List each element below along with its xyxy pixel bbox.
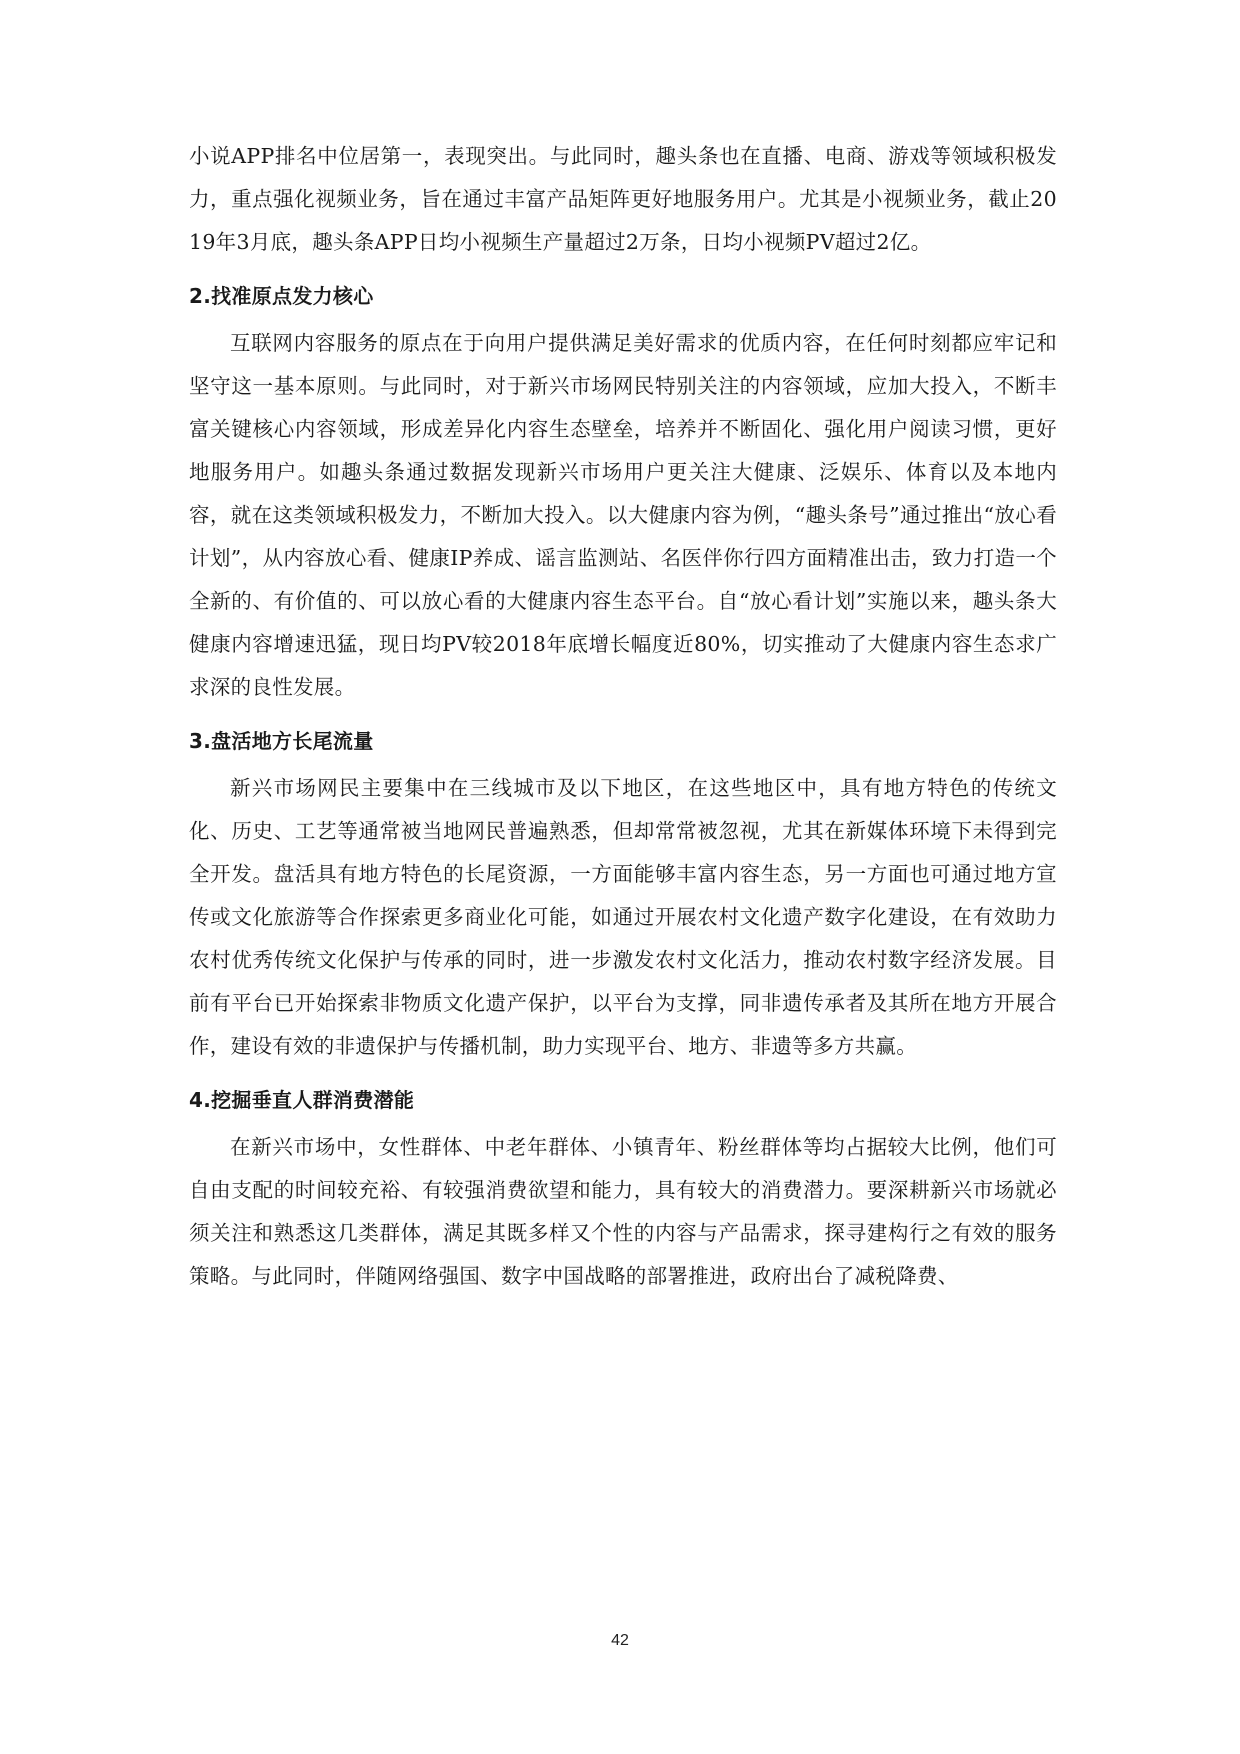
paragraph-section-4: 在新兴市场中，女性群体、中老年群体、小镇青年、粉丝群体等均占据较大比例，他们可自由支配的时间较充裕、有较强消费欲望和能力，具有较大的消费潜力。要深耕新兴市场就必须关注和熟悉这几类群体，满足其既多样又个性的内容与产品需求，探寻建构行之有效的服务策略。与此同时，伴随网络强国、数字中国战略的部署推进，政府出台了减税降费、 bbox=[189, 1135, 1057, 1288]
paragraph-section-2: 互联网内容服务的原点在于向用户提供满足美好需求的优质内容，在任何时刻都应牢记和坚守这一基本原则。与此同时，对于新兴市场网民特别关注的内容领域，应加大投入，不断丰富关键核心内容领域，形成差异化内容生态壁垒，培养并不断固化、强化用户阅读习惯，更好地服务用户。如趣头条通过数据发现新兴市场用户更关注大健康、泛娱乐、体育以及本地内容，就在这类领域积极发力，不断加大投入。以大健康内容为例，“趣头条号”通过推出“放心看计划”，从内容放心看、健康IP养成、谣言监测站、名医伴你行四方面精准出击，致力打造一个全新的、有价值的、可以放心看的大健康内容生态平台。自“放心看计划”实施以来，趣头条大健康内容增速迅猛，现日均PV较2018年底增长幅度近80%，切实推动了大健康内容生态求广求深的良性发展。 bbox=[189, 331, 1057, 699]
page-body bbox=[189, 135, 1057, 1298]
paragraph-section-3: 新兴市场网民主要集中在三线城市及以下地区，在这些地区中，具有地方特色的传统文化、历史、工艺等通常被当地网民普遍熟悉，但却常常被忽视，尤其在新媒体环境下未得到完全开发。盘活具有地方特色的长尾资源，一方面能够丰富内容生态，另一方面也可通过地方宣传或文化旅游等合作探索更多商业化可能，如通过开展农村文化遗产数字化建设，在有效助力农村优秀传统文化保护与传承的同时，进一步激发农村文化活力，推动农村数字经济发展。目前有平台已开始探索非物质文化遗产保护，以平台为支撑，同非遗传承者及其所在地方开展合作，建设有效的非遗保护与传播机制，助力实现平台、地方、非遗等多方共赢。 bbox=[189, 776, 1057, 1058]
section-heading-3: 3.盘活地方长尾流量 bbox=[189, 729, 374, 753]
paragraph-continued: 小说APP排名中位居第一，表现突出。与此同时，趣头条也在直播、电商、游戏等领域积极发力，重点强化视频业务，旨在通过丰富产品矩阵更好地服务用户。尤其是小视频业务，截止2019年3月底，趣头条APP日均小视频生产量超过2万条，日均小视频PV超过2亿。 bbox=[189, 144, 1057, 254]
section-heading-2: 2.找准原点发力核心 bbox=[189, 284, 374, 308]
page-number: 42 bbox=[611, 1632, 629, 1649]
section-heading-4: 4.挖掘垂直人群消费潜能 bbox=[189, 1088, 415, 1112]
